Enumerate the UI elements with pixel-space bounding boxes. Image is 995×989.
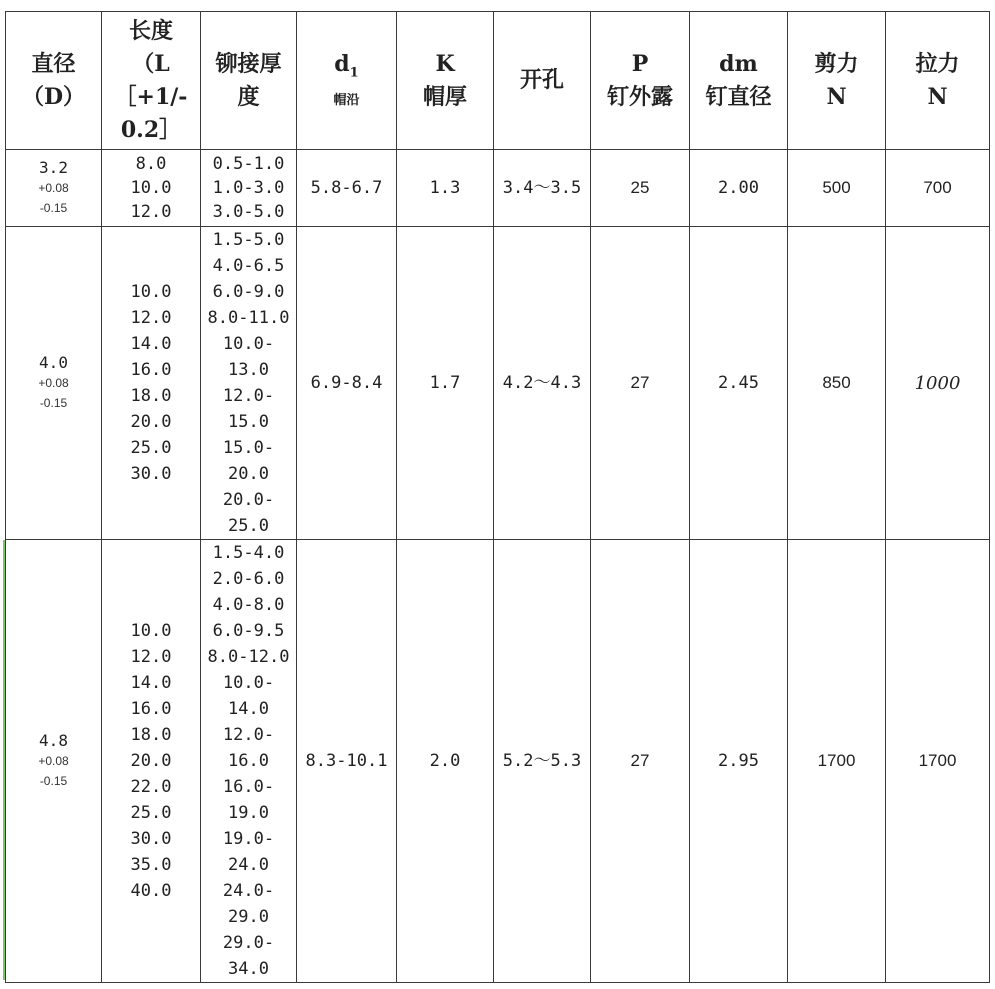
rivet-spec-table [5,11,990,983]
header-dm[interactable] [690,12,788,150]
cell-tensile[interactable]: 700 [886,150,990,227]
cell-d1[interactable]: 8.3-10.1 [297,540,397,983]
length-value: 20.0 [130,412,172,432]
table-row [6,150,990,227]
length-value: 20.0 [130,751,172,771]
header-length-line3: ［+1/- [114,83,188,110]
header-d1[interactable] [297,12,397,150]
header-hole-line1: 开孔 [519,67,564,93]
cell-k[interactable]: 1.3 [397,150,494,227]
grip-value: 13.0 [228,360,269,380]
header-shear-line2: N [826,83,847,110]
cell-p[interactable]: 27 [591,227,690,540]
tolerance-plus: +0.08 [38,376,69,390]
grip-value: 16.0- [222,777,275,797]
cell-d1[interactable]: 5.8-6.7 [297,150,397,227]
grip-value: 1.0-3.0 [212,178,285,198]
tolerance-minus: -0.15 [39,396,68,410]
cell-tensile[interactable]: 1000 [886,227,990,540]
header-length-line1: 长度 [128,17,173,44]
grip-value: 15.0 [228,412,269,432]
grip-value: 29.0- [222,933,275,953]
cell-lengths[interactable] [102,540,201,983]
cell-lengths[interactable] [102,227,201,540]
cell-grips[interactable] [201,227,297,540]
table-row [6,227,990,540]
grip-value: 10.0- [222,334,275,354]
length-value: 10.0 [130,621,172,641]
cell-shear[interactable]: 1700 [788,540,886,983]
cell-tensile[interactable]: 1700 [886,540,990,983]
header-d1-label: 帽沿 [333,93,360,109]
header-d1-symbol: $d_1$ [334,50,359,81]
header-tensile-line2: N [927,83,948,110]
length-value: 16.0 [130,360,172,380]
header-diameter[interactable] [6,12,102,150]
grip-value: 1.5-4.0 [212,543,285,563]
cell-grips[interactable] [201,540,297,983]
header-p[interactable] [591,12,690,150]
diameter-value: 3.2 [39,158,68,177]
grip-value: 2.0-6.0 [212,569,285,589]
length-value: 30.0 [130,464,172,484]
length-value: 10.0 [130,178,172,198]
header-shear[interactable] [788,12,886,150]
header-shear-line1: 剪力 [814,50,859,77]
length-value: 8.0 [135,154,167,174]
cell-p[interactable]: 25 [591,150,690,227]
grip-value: 12.0- [222,725,275,745]
cell-dm[interactable]: 2.00 [690,150,788,227]
header-grip-line1: 铆接厚 [215,50,282,77]
cell-shear[interactable]: 500 [788,150,886,227]
length-value: 10.0 [130,282,172,302]
grip-value: 25.0 [228,516,269,536]
cell-k[interactable]: 1.7 [397,227,494,540]
cell-k[interactable]: 2.0 [397,540,494,983]
length-value: 35.0 [130,855,172,875]
grip-value: 4.0-6.5 [212,256,285,276]
header-p-line2: 钉外露 [606,83,673,110]
cell-lengths[interactable] [102,150,201,227]
header-length[interactable] [102,12,201,150]
tolerance-plus: +0.08 [38,754,69,768]
cell-hole[interactable]: 4.2～4.3 [494,227,591,540]
grip-value: 14.0 [228,699,269,719]
grip-value: 24.0- [222,881,275,901]
header-p-line1: P [631,50,649,77]
length-value: 30.0 [130,829,172,849]
tolerance-plus: +0.08 [38,181,69,195]
length-value: 40.0 [130,881,172,901]
cell-diameter[interactable] [6,150,102,227]
grip-value: 15.0- [222,438,275,458]
header-dm-line1: dm [719,50,758,77]
length-value: 14.0 [130,673,172,693]
header-tensile[interactable] [886,12,990,150]
length-value: 25.0 [130,438,172,458]
cell-hole[interactable]: 3.4～3.5 [494,150,591,227]
grip-value: 8.0-11.0 [207,308,290,328]
length-value: 16.0 [130,699,172,719]
length-value: 12.0 [130,308,172,328]
length-value: 14.0 [130,334,172,354]
grip-value: 20.0 [228,464,269,484]
cell-dm[interactable]: 2.45 [690,227,788,540]
length-value: 25.0 [130,803,172,823]
grip-value: 19.0- [222,829,275,849]
header-length-line4: 0.2］ [120,116,182,143]
grip-value: 6.0-9.0 [212,282,285,302]
header-k-line1: K [435,50,455,77]
header-tensile-line1: 拉力 [915,50,960,77]
grip-value: 19.0 [228,803,269,823]
grip-value: 1.5-5.0 [212,230,285,250]
cell-p[interactable]: 27 [591,540,690,983]
grip-value: 12.0- [222,386,275,406]
length-value: 12.0 [130,647,172,667]
header-diameter-line1: 直径 [31,50,76,77]
grip-value: 10.0- [222,673,275,693]
header-dm-line2: 钉直径 [705,83,772,110]
cell-shear[interactable]: 850 [788,227,886,540]
grip-value: 0.5-1.0 [212,154,285,174]
grip-value: 3.0-5.0 [212,202,285,222]
grip-value: 29.0 [228,907,269,927]
cell-hole[interactable]: 5.2～5.3 [494,540,591,983]
header-length-line2: （L [132,50,170,77]
header-k-line2: 帽厚 [422,83,467,110]
grip-value: 20.0- [222,490,275,510]
header-k[interactable] [397,12,494,150]
cell-dm[interactable]: 2.95 [690,540,788,983]
grip-value: 8.0-12.0 [207,647,290,667]
cell-grips[interactable] [201,150,297,227]
grip-value: 34.0 [228,959,269,979]
length-value: 18.0 [130,386,172,406]
table-row [6,540,990,983]
grip-value: 16.0 [228,751,269,771]
cell-diameter[interactable] [6,227,102,540]
grip-value: 24.0 [228,855,269,875]
header-row [6,12,990,150]
header-grip[interactable] [201,12,297,150]
header-diameter-line2: （D） [21,83,86,110]
tolerance-minus: -0.15 [39,201,68,215]
length-value: 12.0 [130,202,172,222]
header-grip-line2: 度 [237,83,260,110]
cell-diameter[interactable] [6,540,102,983]
grip-value: 4.0-8.0 [212,595,285,615]
length-value: 18.0 [130,725,172,745]
header-hole[interactable] [494,12,591,150]
length-value: 22.0 [130,777,172,797]
grip-value: 6.0-9.5 [212,621,285,641]
cell-d1[interactable]: 6.9-8.4 [297,227,397,540]
tolerance-minus: -0.15 [39,774,68,788]
diameter-value: 4.8 [39,731,68,750]
diameter-value: 4.0 [39,353,68,372]
